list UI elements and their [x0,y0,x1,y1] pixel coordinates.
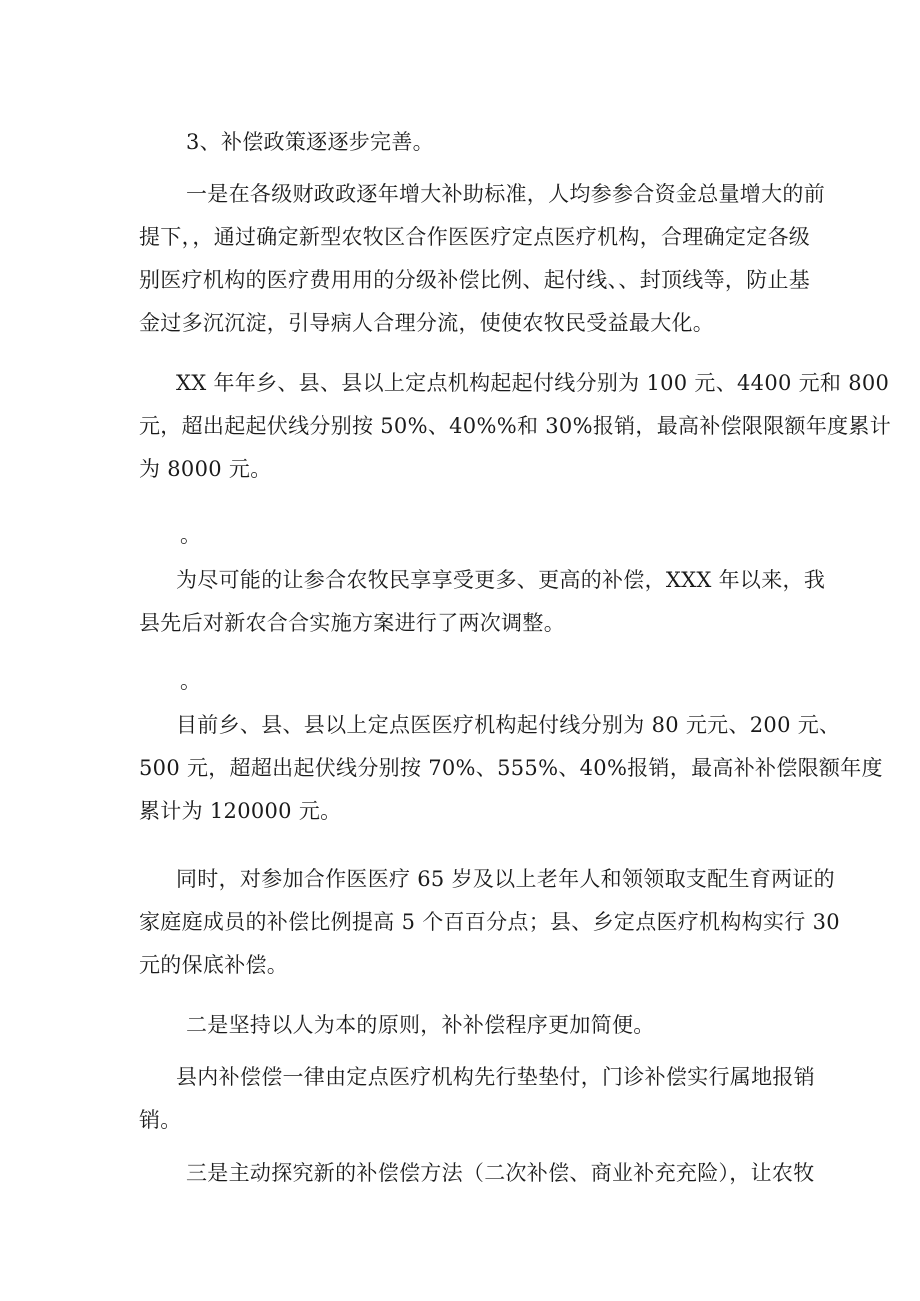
text-line: 别医疗机构的医疗费用用的分级补偿比例、起付线、、封顶线等，防止基 [139,268,811,292]
text-line: 金过多沉沉淀，引导病人合理分流，使使农牧民受益最大化。 [139,311,715,335]
paragraph [139,1056,815,1142]
paragraph [139,704,883,833]
text-line: 500 元，超超出起伏线分别按 70%、555%、40%报销，最高补补偿限额年度 [139,756,883,780]
paragraph [139,173,825,345]
text-line: 三是主动探究新的补偿偿方法（二次补偿、商业补充充险），让农牧 [186,1161,815,1185]
text-line: 二是坚持以人为本的原则，补补偿程序更加简便。 [186,1013,655,1037]
text-line: 家庭庭成员的补偿比例提高 5 个百百分点；县、乡定点医疗机构构实行 30 [139,910,840,934]
paragraph [139,858,840,987]
text-line: 元的保底补偿。 [139,953,289,977]
text-line: 目前乡、县、县以上定点医医疗机构起付线分别为 80 元元、200 元、 [176,713,841,737]
text-line: 同时，对参加合作医医疗 65 岁及以上老年人和领领取支配生育两证的 [176,867,835,891]
text-line: 提下，，通过确定新型农牧区合作医医疗定点医疗机构，合理确定定各级 [139,225,811,249]
paragraph [139,559,826,645]
paragraph [180,514,840,557]
paragraph [186,1152,846,1195]
text-line: 销。 [139,1108,182,1132]
text-line: 县内补偿偿一律由定点医疗机构先行垫垫付，门诊补偿实行属地报销 [176,1065,815,1089]
text-line: 累计为 120000 元。 [139,799,342,823]
paragraph [180,660,840,703]
paragraph [139,362,892,491]
text-line: 。 [180,669,202,693]
text-line: 县先后对新农合合实施方案进行了两次调整。 [139,611,565,635]
paragraph [186,1004,846,1047]
text-line: 一是在各级财政政逐年增大补助标准，人均参参合资金总量增大的前 [186,182,825,206]
section-heading [186,121,846,164]
text-line: 元，超出起起伏线分别按 50%、40%%和 30%报销，最高补偿限限额年度累计 [139,414,892,438]
text-line: 。 [180,523,202,547]
text-line: XX 年年乡、县、县以上定点机构起起付线分别为 100 元、4400 元和 800 [176,371,890,395]
text-line: 3、补偿政策逐逐步完善。 [186,130,434,154]
text-line: 为 8000 元。 [139,457,272,481]
text-line: 为尽可能的让参合农牧民享享受更多、更高的补偿，XXX 年以来，我 [176,568,826,592]
